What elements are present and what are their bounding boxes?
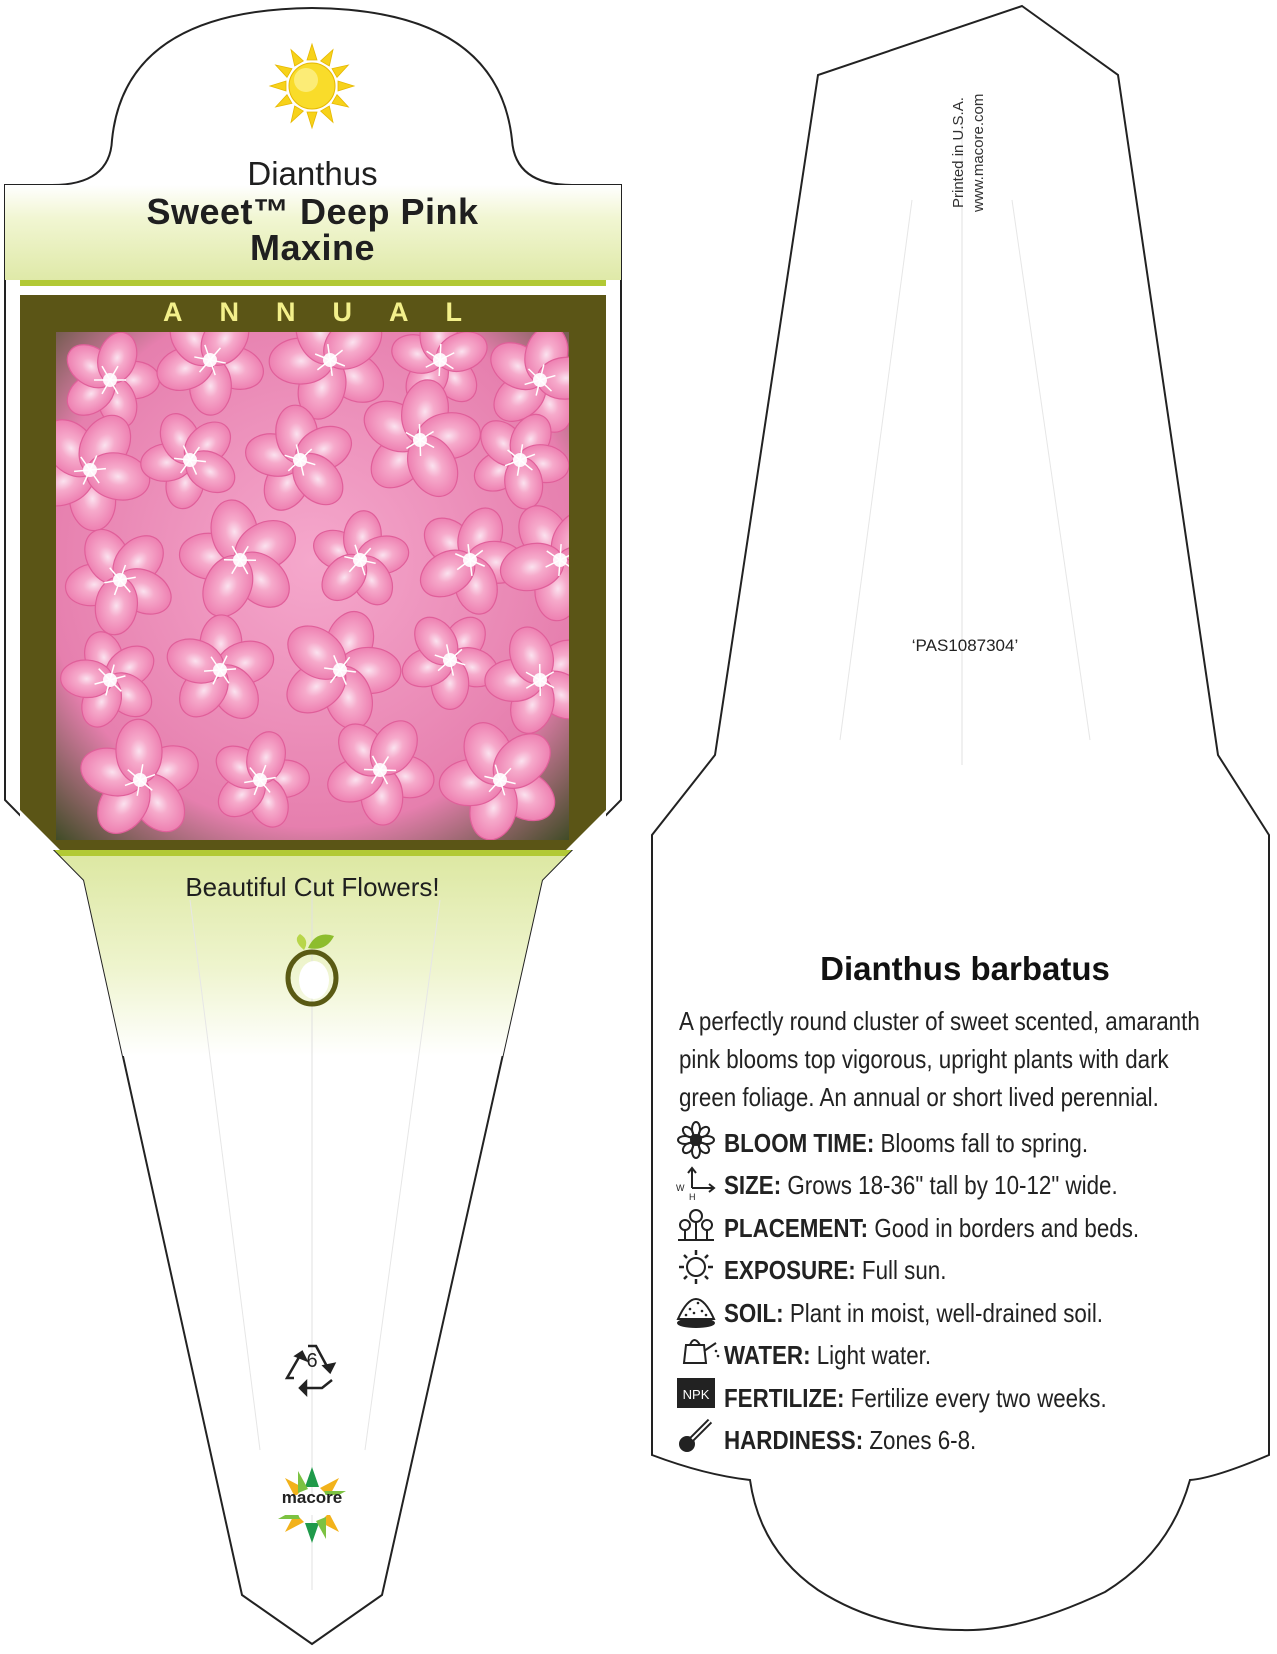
- care-list: [676, 1122, 1276, 1462]
- patent-number: ‘PAS1087304’: [911, 636, 1019, 655]
- care-text: Fertilize every two weeks.: [844, 1382, 1107, 1413]
- title-band-rule: [20, 280, 606, 286]
- tagline: Beautiful Cut Flowers!: [185, 872, 440, 902]
- plant-category: ANNUAL: [163, 297, 499, 327]
- care-row-soil: [676, 1292, 1276, 1335]
- botanical-name: Dianthus barbatus: [820, 950, 1110, 987]
- variety-line-1: Sweet™ Deep Pink: [146, 191, 479, 232]
- plant-description: A perfectly round cluster of sweet scented, amaranth pink blooms top vigorous, upright plants with dark green foliage. An annual or short lived perennial.: [679, 1006, 1200, 1112]
- recycle-code: 6: [306, 1350, 318, 1372]
- care-label: SOIL:: [724, 1297, 784, 1328]
- care-label: PLACEMENT:: [724, 1212, 869, 1243]
- variety-line-2: Maxine: [249, 227, 376, 268]
- care-label: BLOOM TIME:: [724, 1127, 875, 1158]
- bottom-band-rule: [20, 850, 606, 856]
- plant-variety: [60, 191, 565, 268]
- care-label: FERTILIZE:: [724, 1382, 845, 1413]
- plant-genus: Dianthus: [247, 155, 378, 192]
- care-text: Good in borders and beds.: [868, 1212, 1140, 1243]
- printed-in: Printed in U.S.A.: [950, 97, 967, 208]
- care-row-water: [676, 1335, 1276, 1378]
- care-label: HARDINESS:: [724, 1425, 864, 1456]
- svg-text:H: H: [689, 1192, 696, 1202]
- care-row-bloom: [676, 1122, 1276, 1165]
- care-label: EXPOSURE:: [724, 1255, 856, 1286]
- care-row-fertilize: [676, 1377, 1276, 1420]
- care-text: Light water.: [810, 1340, 932, 1371]
- brand-logo-text: macore: [281, 1488, 343, 1507]
- care-text: Full sun.: [855, 1255, 947, 1286]
- care-row-placement: [676, 1207, 1276, 1250]
- care-text: Plant in moist, well-drained soil.: [783, 1297, 1104, 1328]
- npk-label: NPK: [682, 1387, 710, 1402]
- care-row-exposure: [676, 1250, 1276, 1293]
- care-text: Blooms fall to spring.: [874, 1127, 1089, 1158]
- svg-text:W: W: [676, 1183, 685, 1193]
- care-label: WATER:: [724, 1340, 811, 1371]
- care-text: Zones 6-8.: [863, 1425, 977, 1456]
- care-row-size: [676, 1165, 1276, 1208]
- care-row-hardiness: [676, 1420, 1276, 1463]
- website: www.macore.com: [970, 93, 987, 212]
- care-label: SIZE:: [724, 1170, 782, 1201]
- care-text: Grows 18-36" tall by 10-12" wide.: [781, 1170, 1118, 1201]
- flower-photo: [25, 295, 625, 844]
